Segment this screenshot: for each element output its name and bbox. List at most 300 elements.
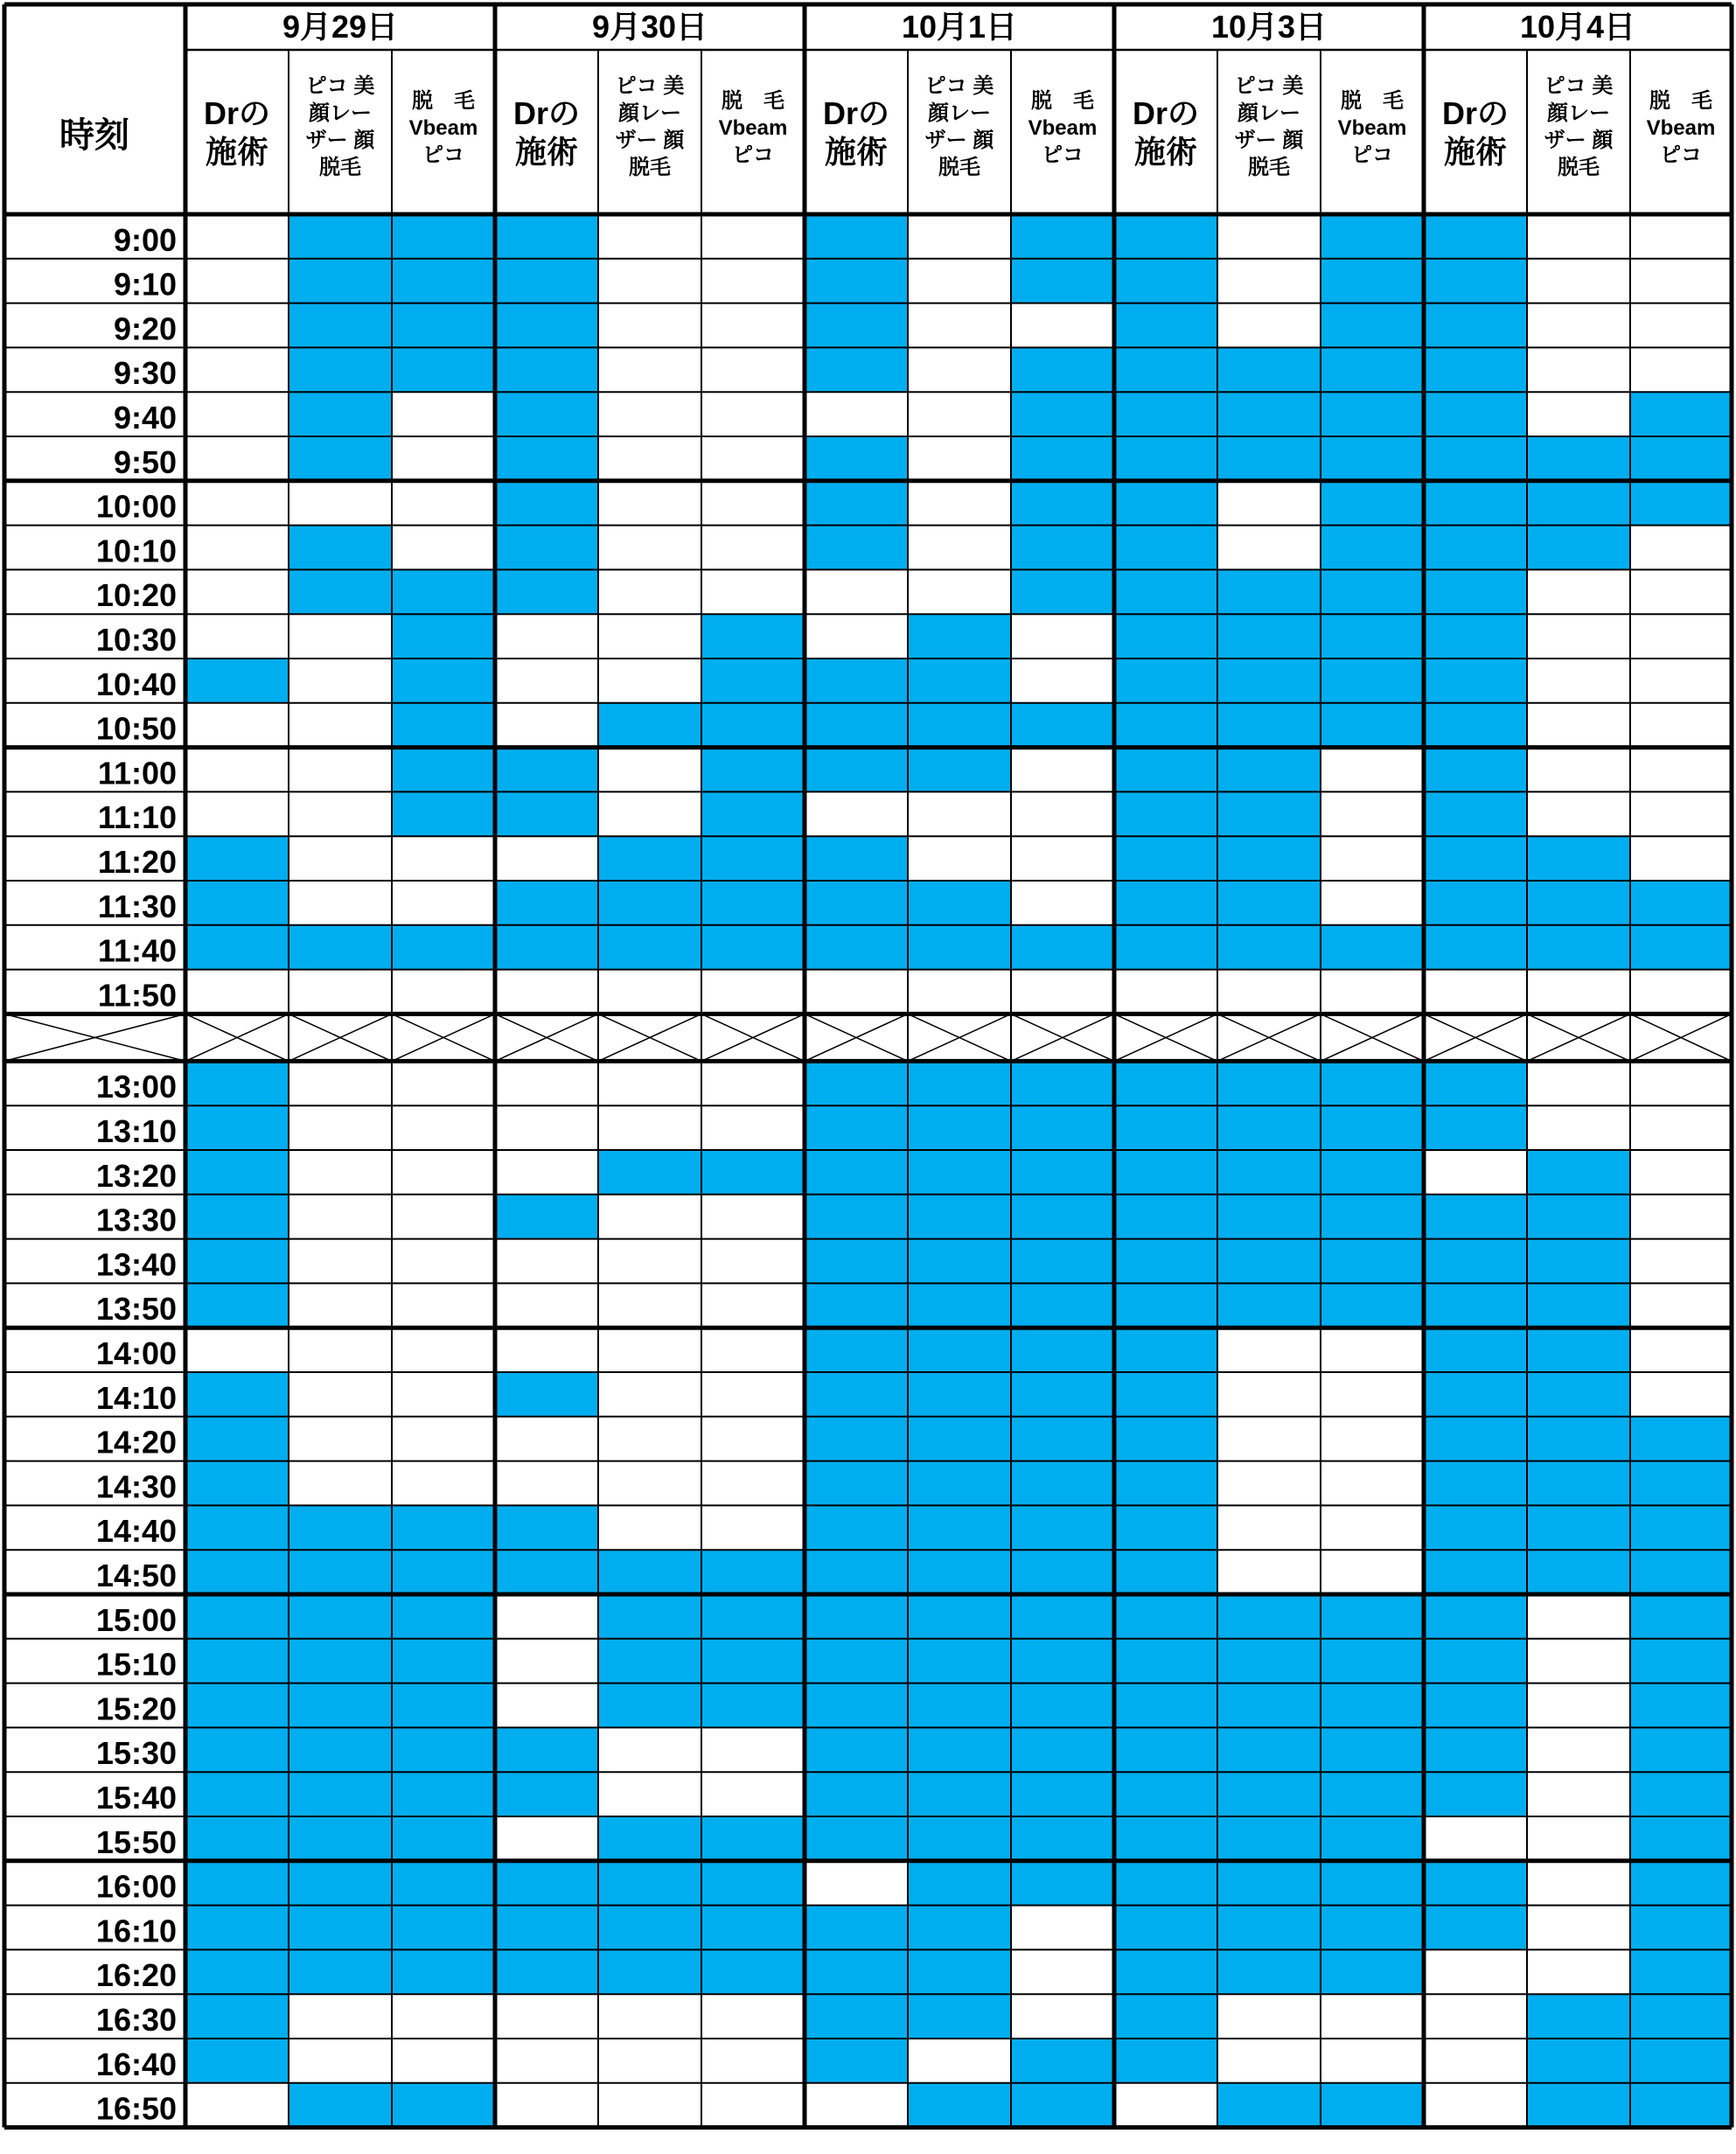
booked-slot[interactable] [1630,1683,1732,1728]
booked-slot[interactable] [185,1683,289,1728]
booked-slot[interactable] [289,1550,392,1594]
free-slot[interactable] [392,1461,495,1506]
free-slot[interactable] [1630,703,1732,748]
booked-slot[interactable] [1321,1906,1424,1950]
booked-slot[interactable] [289,436,392,481]
free-slot[interactable] [701,1994,805,2039]
booked-slot[interactable] [598,1594,701,1639]
free-slot[interactable] [495,1594,598,1639]
booked-slot[interactable] [805,1683,908,1728]
booked-slot[interactable] [185,1061,289,1105]
booked-slot[interactable] [1424,392,1527,436]
free-slot[interactable] [598,392,701,436]
booked-slot[interactable] [392,347,495,392]
booked-slot[interactable] [495,392,598,436]
booked-slot[interactable] [1217,1061,1321,1105]
booked-slot[interactable] [185,1861,289,1906]
free-slot[interactable] [598,1772,701,1816]
booked-slot[interactable] [1321,1683,1424,1728]
free-slot[interactable] [701,259,805,303]
booked-slot[interactable] [1114,303,1217,348]
booked-slot[interactable] [701,1683,805,1728]
booked-slot[interactable] [1630,2083,1732,2128]
booked-slot[interactable] [495,1550,598,1594]
booked-slot[interactable] [1424,1105,1527,1150]
free-slot[interactable] [598,1417,701,1461]
booked-slot[interactable] [908,1417,1011,1461]
booked-slot[interactable] [1114,836,1217,881]
booked-slot[interactable] [1630,1949,1732,1994]
free-slot[interactable] [289,881,392,925]
free-slot[interactable] [185,970,289,1014]
free-slot[interactable] [392,526,495,570]
free-slot[interactable] [1321,1550,1424,1594]
free-slot[interactable] [185,481,289,526]
free-slot[interactable] [392,1150,495,1195]
booked-slot[interactable] [185,1727,289,1772]
free-slot[interactable] [1630,659,1732,703]
booked-slot[interactable] [1527,436,1630,481]
booked-slot[interactable] [805,1727,908,1772]
booked-slot[interactable] [1527,2083,1630,2128]
free-slot[interactable] [598,1061,701,1105]
free-slot[interactable] [701,569,805,614]
booked-slot[interactable] [1424,748,1527,792]
free-slot[interactable] [495,1683,598,1728]
booked-slot[interactable] [1114,2039,1217,2083]
booked-slot[interactable] [185,1639,289,1683]
booked-slot[interactable] [598,703,701,748]
free-slot[interactable] [1527,1061,1630,1105]
booked-slot[interactable] [1321,1150,1424,1195]
free-slot[interactable] [1424,1994,1527,2039]
booked-slot[interactable] [805,1283,908,1328]
booked-slot[interactable] [1114,925,1217,970]
booked-slot[interactable] [805,1505,908,1550]
booked-slot[interactable] [805,481,908,526]
booked-slot[interactable] [1527,1195,1630,1239]
free-slot[interactable] [1630,1195,1732,1239]
booked-slot[interactable] [598,1550,701,1594]
booked-slot[interactable] [1527,1417,1630,1461]
free-slot[interactable] [392,1994,495,2039]
booked-slot[interactable] [598,1150,701,1195]
booked-slot[interactable] [701,614,805,659]
booked-slot[interactable] [1217,436,1321,481]
booked-slot[interactable] [185,1239,289,1284]
free-slot[interactable] [1527,1906,1630,1950]
free-slot[interactable] [392,836,495,881]
free-slot[interactable] [701,1461,805,1506]
free-slot[interactable] [1527,614,1630,659]
free-slot[interactable] [1630,1061,1732,1105]
booked-slot[interactable] [1630,1772,1732,1816]
free-slot[interactable] [598,791,701,836]
booked-slot[interactable] [1527,1150,1630,1195]
free-slot[interactable] [701,2039,805,2083]
booked-slot[interactable] [805,259,908,303]
free-slot[interactable] [1630,1372,1732,1417]
booked-slot[interactable] [1321,1727,1424,1772]
booked-slot[interactable] [185,1150,289,1195]
booked-slot[interactable] [1321,526,1424,570]
booked-slot[interactable] [495,303,598,348]
booked-slot[interactable] [1630,1417,1732,1461]
free-slot[interactable] [701,1239,805,1284]
free-slot[interactable] [289,1239,392,1284]
free-slot[interactable] [1321,836,1424,881]
free-slot[interactable] [1630,1150,1732,1195]
free-slot[interactable] [495,1816,598,1861]
free-slot[interactable] [1424,2083,1527,2128]
free-slot[interactable] [1630,1105,1732,1150]
booked-slot[interactable] [495,1372,598,1417]
booked-slot[interactable] [289,347,392,392]
booked-slot[interactable] [1011,1816,1114,1861]
booked-slot[interactable] [1630,1639,1732,1683]
booked-slot[interactable] [908,1461,1011,1506]
free-slot[interactable] [805,1861,908,1906]
free-slot[interactable] [495,1061,598,1105]
free-slot[interactable] [495,1639,598,1683]
booked-slot[interactable] [1011,1195,1114,1239]
free-slot[interactable] [1011,748,1114,792]
booked-slot[interactable] [185,2039,289,2083]
free-slot[interactable] [289,791,392,836]
booked-slot[interactable] [495,436,598,481]
booked-slot[interactable] [392,569,495,614]
booked-slot[interactable] [289,1639,392,1683]
booked-slot[interactable] [805,1061,908,1105]
booked-slot[interactable] [185,1594,289,1639]
booked-slot[interactable] [1011,1594,1114,1639]
free-slot[interactable] [908,214,1011,259]
booked-slot[interactable] [289,392,392,436]
free-slot[interactable] [1424,970,1527,1014]
booked-slot[interactable] [1321,1772,1424,1816]
free-slot[interactable] [185,392,289,436]
booked-slot[interactable] [392,2083,495,2128]
booked-slot[interactable] [1217,1949,1321,1994]
free-slot[interactable] [1217,1372,1321,1417]
free-slot[interactable] [598,526,701,570]
free-slot[interactable] [495,1239,598,1284]
booked-slot[interactable] [1321,1283,1424,1328]
free-slot[interactable] [1424,2039,1527,2083]
booked-slot[interactable] [495,569,598,614]
booked-slot[interactable] [1527,2039,1630,2083]
free-slot[interactable] [289,1328,392,1372]
free-slot[interactable] [185,2083,289,2128]
booked-slot[interactable] [1321,1105,1424,1150]
booked-slot[interactable] [1114,1639,1217,1683]
booked-slot[interactable] [1424,1061,1527,1105]
booked-slot[interactable] [1011,347,1114,392]
booked-slot[interactable] [1114,1505,1217,1550]
free-slot[interactable] [1217,1417,1321,1461]
booked-slot[interactable] [1321,1195,1424,1239]
booked-slot[interactable] [289,1861,392,1906]
free-slot[interactable] [1011,1994,1114,2039]
booked-slot[interactable] [392,659,495,703]
free-slot[interactable] [185,347,289,392]
booked-slot[interactable] [1114,1594,1217,1639]
booked-slot[interactable] [1011,1328,1114,1372]
booked-slot[interactable] [1011,214,1114,259]
free-slot[interactable] [1217,1505,1321,1550]
booked-slot[interactable] [495,481,598,526]
booked-slot[interactable] [1217,703,1321,748]
booked-slot[interactable] [185,925,289,970]
booked-slot[interactable] [1114,1417,1217,1461]
free-slot[interactable] [392,481,495,526]
booked-slot[interactable] [1114,526,1217,570]
booked-slot[interactable] [392,1639,495,1683]
booked-slot[interactable] [1321,259,1424,303]
booked-slot[interactable] [1424,1727,1527,1772]
free-slot[interactable] [598,303,701,348]
booked-slot[interactable] [392,1683,495,1728]
booked-slot[interactable] [598,1949,701,1994]
booked-slot[interactable] [289,1816,392,1861]
booked-slot[interactable] [805,703,908,748]
booked-slot[interactable] [1217,836,1321,881]
free-slot[interactable] [701,970,805,1014]
free-slot[interactable] [598,1461,701,1506]
booked-slot[interactable] [392,1949,495,1994]
free-slot[interactable] [185,303,289,348]
booked-slot[interactable] [1114,1994,1217,2039]
booked-slot[interactable] [1321,347,1424,392]
booked-slot[interactable] [1217,1683,1321,1728]
booked-slot[interactable] [805,836,908,881]
free-slot[interactable] [289,1061,392,1105]
free-slot[interactable] [1527,748,1630,792]
booked-slot[interactable] [1114,481,1217,526]
booked-slot[interactable] [1424,1683,1527,1728]
free-slot[interactable] [805,569,908,614]
free-slot[interactable] [495,1105,598,1150]
booked-slot[interactable] [1114,1061,1217,1105]
free-slot[interactable] [598,1328,701,1372]
booked-slot[interactable] [1424,1639,1527,1683]
free-slot[interactable] [701,481,805,526]
booked-slot[interactable] [289,569,392,614]
booked-slot[interactable] [1217,1195,1321,1239]
booked-slot[interactable] [1630,1906,1732,1950]
free-slot[interactable] [1321,2039,1424,2083]
booked-slot[interactable] [701,1639,805,1683]
booked-slot[interactable] [908,1994,1011,2039]
booked-slot[interactable] [805,303,908,348]
booked-slot[interactable] [495,1195,598,1239]
free-slot[interactable] [392,1372,495,1417]
booked-slot[interactable] [805,1372,908,1417]
booked-slot[interactable] [908,1283,1011,1328]
booked-slot[interactable] [1114,703,1217,748]
booked-slot[interactable] [289,1683,392,1728]
booked-slot[interactable] [1630,1461,1732,1506]
free-slot[interactable] [289,481,392,526]
free-slot[interactable] [908,836,1011,881]
booked-slot[interactable] [908,1061,1011,1105]
booked-slot[interactable] [805,1639,908,1683]
booked-slot[interactable] [495,791,598,836]
booked-slot[interactable] [1114,1727,1217,1772]
booked-slot[interactable] [1217,1150,1321,1195]
free-slot[interactable] [701,1105,805,1150]
free-slot[interactable] [392,436,495,481]
booked-slot[interactable] [1424,925,1527,970]
free-slot[interactable] [598,259,701,303]
free-slot[interactable] [289,1105,392,1150]
free-slot[interactable] [1630,214,1732,259]
free-slot[interactable] [701,1727,805,1772]
free-slot[interactable] [289,1195,392,1239]
free-slot[interactable] [289,703,392,748]
free-slot[interactable] [1527,1683,1630,1728]
booked-slot[interactable] [392,1594,495,1639]
free-slot[interactable] [1321,1372,1424,1417]
free-slot[interactable] [1321,1505,1424,1550]
booked-slot[interactable] [495,881,598,925]
booked-slot[interactable] [805,1328,908,1372]
booked-slot[interactable] [289,526,392,570]
booked-slot[interactable] [495,526,598,570]
free-slot[interactable] [908,526,1011,570]
booked-slot[interactable] [1527,925,1630,970]
booked-slot[interactable] [1217,1283,1321,1328]
free-slot[interactable] [1630,791,1732,836]
free-slot[interactable] [1114,970,1217,1014]
booked-slot[interactable] [1630,2039,1732,2083]
free-slot[interactable] [701,1328,805,1372]
booked-slot[interactable] [1424,614,1527,659]
free-slot[interactable] [289,1417,392,1461]
booked-slot[interactable] [289,1727,392,1772]
booked-slot[interactable] [598,1861,701,1906]
booked-slot[interactable] [1321,436,1424,481]
booked-slot[interactable] [1114,347,1217,392]
free-slot[interactable] [1630,1328,1732,1372]
free-slot[interactable] [701,2083,805,2128]
free-slot[interactable] [598,1727,701,1772]
free-slot[interactable] [701,1772,805,1816]
free-slot[interactable] [289,659,392,703]
booked-slot[interactable] [1321,1949,1424,1994]
free-slot[interactable] [598,1239,701,1284]
free-slot[interactable] [908,259,1011,303]
free-slot[interactable] [1630,303,1732,348]
booked-slot[interactable] [1321,569,1424,614]
booked-slot[interactable] [805,1949,908,1994]
free-slot[interactable] [185,526,289,570]
booked-slot[interactable] [908,925,1011,970]
booked-slot[interactable] [701,881,805,925]
booked-slot[interactable] [908,1683,1011,1728]
free-slot[interactable] [1527,392,1630,436]
booked-slot[interactable] [908,1239,1011,1284]
booked-slot[interactable] [1217,1861,1321,1906]
booked-slot[interactable] [289,303,392,348]
booked-slot[interactable] [1114,392,1217,436]
free-slot[interactable] [701,1061,805,1105]
booked-slot[interactable] [1114,436,1217,481]
booked-slot[interactable] [392,791,495,836]
free-slot[interactable] [1321,1994,1424,2039]
booked-slot[interactable] [289,259,392,303]
booked-slot[interactable] [1527,1328,1630,1372]
booked-slot[interactable] [908,1906,1011,1950]
booked-slot[interactable] [805,2039,908,2083]
free-slot[interactable] [1630,748,1732,792]
booked-slot[interactable] [392,748,495,792]
free-slot[interactable] [1630,1283,1732,1328]
free-slot[interactable] [495,703,598,748]
booked-slot[interactable] [1011,1505,1114,1550]
free-slot[interactable] [1011,791,1114,836]
booked-slot[interactable] [1321,1061,1424,1105]
booked-slot[interactable] [1630,481,1732,526]
booked-slot[interactable] [1424,836,1527,881]
booked-slot[interactable] [1011,569,1114,614]
free-slot[interactable] [1011,614,1114,659]
free-slot[interactable] [392,1195,495,1239]
booked-slot[interactable] [1011,1861,1114,1906]
booked-slot[interactable] [392,1550,495,1594]
free-slot[interactable] [598,1105,701,1150]
booked-slot[interactable] [1114,1195,1217,1239]
booked-slot[interactable] [1424,1461,1527,1506]
booked-slot[interactable] [289,925,392,970]
booked-slot[interactable] [1424,1906,1527,1950]
booked-slot[interactable] [598,925,701,970]
free-slot[interactable] [598,659,701,703]
booked-slot[interactable] [805,1105,908,1150]
booked-slot[interactable] [1217,347,1321,392]
booked-slot[interactable] [392,1772,495,1816]
free-slot[interactable] [392,2039,495,2083]
booked-slot[interactable] [1321,1239,1424,1284]
free-slot[interactable] [495,1150,598,1195]
free-slot[interactable] [1217,303,1321,348]
free-slot[interactable] [598,214,701,259]
booked-slot[interactable] [392,1727,495,1772]
booked-slot[interactable] [908,881,1011,925]
free-slot[interactable] [1527,347,1630,392]
free-slot[interactable] [1217,1994,1321,2039]
free-slot[interactable] [701,436,805,481]
free-slot[interactable] [495,614,598,659]
booked-slot[interactable] [908,1105,1011,1150]
booked-slot[interactable] [392,1505,495,1550]
free-slot[interactable] [701,303,805,348]
free-slot[interactable] [908,791,1011,836]
free-slot[interactable] [805,970,908,1014]
free-slot[interactable] [701,1417,805,1461]
booked-slot[interactable] [495,1949,598,1994]
booked-slot[interactable] [289,1949,392,1994]
free-slot[interactable] [1527,659,1630,703]
free-slot[interactable] [908,970,1011,1014]
booked-slot[interactable] [805,1195,908,1239]
booked-slot[interactable] [392,925,495,970]
free-slot[interactable] [1217,214,1321,259]
free-slot[interactable] [1217,259,1321,303]
free-slot[interactable] [1630,259,1732,303]
free-slot[interactable] [598,970,701,1014]
free-slot[interactable] [495,659,598,703]
